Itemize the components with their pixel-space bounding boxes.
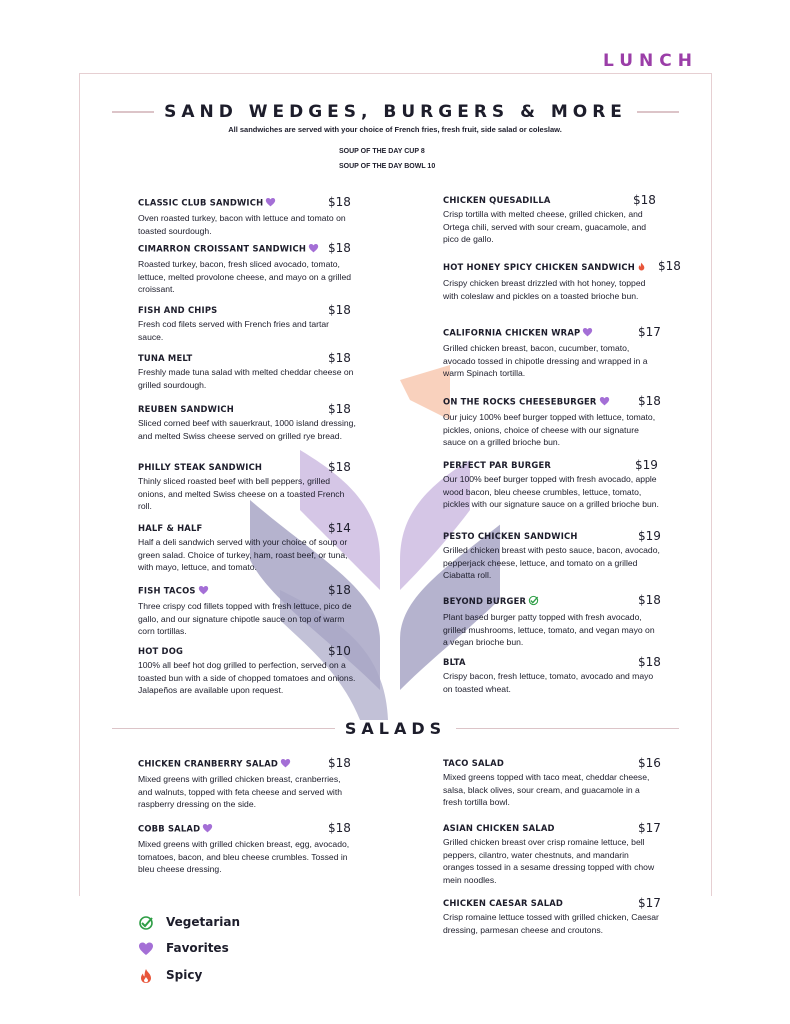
menu-item-price: $19 [635,458,658,472]
menu-item-name: HALF & HALF [138,523,203,533]
menu-item-description: Crisp tortilla with melted cheese, grilled chicken, and Ortega chili, served with sour cream, guacamole, and pico de gallo. [443,209,647,245]
menu-item-price: $14 [328,521,351,535]
menu-item-price: $18 [328,351,351,365]
flame-icon [138,968,154,984]
menu-item-price: $17 [638,896,661,910]
leaf-icon [528,595,539,608]
menu-item-price: $18 [328,756,351,770]
menu-item-price: $18 [328,241,351,255]
menu-item-name: CHICKEN CRANBERRY SALAD [138,758,356,770]
menu-item-price: $10 [328,644,351,658]
menu-item [138,353,356,391]
menu-item [138,197,356,237]
menu-item [138,646,356,697]
menu-item-description: 100% all beef hot dog grilled to perfection, served on a toasted bun with a side of chopped tomatoes and onions. Jalapeños are available upon request. [138,660,356,696]
menu-item-name: PHILLY STEAK SANDWICH [138,462,263,472]
menu-item-description: Three crispy cod fillets topped with fresh lettuce, pico de gallo, and our signature chipotle sauce on top of warm corn tortillas. [138,601,352,637]
menu-item-name: CLASSIC CLUB SANDWICH [138,197,356,209]
menu-item-name: ASIAN CHICKEN SALAD [443,823,555,833]
menu-item-description: Fresh cod filets served with French fries and tartar sauce. [138,319,330,342]
section-title-sandwiches: SAND WEDGES, BURGERS & MORE [112,102,679,122]
menu-item-description: Crispy chicken breast drizzled with hot honey, topped with coleslaw and pickles on a toasted brioche bun. [443,278,646,301]
menu-item-name: COBB SALAD [138,823,356,835]
menu-item-description: Oven roasted turkey, bacon with lettuce and tomato on toasted sourdough. [138,213,346,236]
menu-item-description: Roasted turkey, bacon, fresh sliced avocado, tomato, lettuce, melted provolone cheese, and mayo on a grilled croissant. [138,259,352,295]
menu-item-price: $18 [328,195,351,209]
heart-icon [198,585,209,597]
heart-icon [599,396,610,408]
menu-item-price: $18 [638,655,661,669]
menu-item-price: $18 [328,583,351,597]
menu-item-name: TACO SALAD [443,758,505,768]
menu-item-description: Half a deli sandwich served with your choice of soup or green salad. Choice of turkey, ham, roast beef, or tuna, with mayo, lettuce, and tomato. [138,537,348,573]
menu-item [138,305,356,343]
menu-item [443,396,661,449]
menu-item-description: Mixed greens topped with taco meat, cheddar cheese, salsa, black olives, sour cream, and guacamole in a fresh tortilla bowl. [443,772,650,808]
menu-item-price: $16 [638,756,661,770]
menu-item-price: $18 [328,460,351,474]
menu-item-price: $19 [638,529,661,543]
menu-item-description: Mixed greens with grilled chicken breast, egg, avocado, tomatoes, bacon, and bleu cheese crumbles. Tossed in bleu cheese dressing. [138,839,350,875]
menu-item [138,758,356,811]
menu-item [138,462,356,513]
heart-icon [138,941,154,957]
menu-item [443,327,661,380]
menu-item [443,195,661,246]
menu-item [138,585,356,638]
menu-item-price: $18 [658,259,681,273]
menu-item [443,823,661,886]
menu-item-name: BEYOND BURGER [443,595,661,608]
menu-item-name: PERFECT PAR BURGER [443,460,552,470]
menu-item-description: Crisp romaine lettuce tossed with grilled chicken, Caesar dressing, parmesan cheese and croutons. [443,912,659,935]
menu-item-name: PESTO CHICKEN SANDWICH [443,531,578,541]
menu-item-description: Thinly sliced roasted beef with bell peppers, grilled onions, and melted Swiss cheese on a toasted French roll. [138,476,345,512]
menu-item-price: $18 [638,394,661,408]
leaf-icon [138,915,154,931]
menu-item-price: $17 [638,821,661,835]
menu-item [138,823,356,876]
menu-item [138,523,356,574]
section-title-salads: SALADS [112,719,679,738]
menu-item-price: $17 [638,325,661,339]
heart-icon [265,197,276,209]
menu-item [443,259,681,302]
menu-item [443,460,661,511]
menu-item-description: Our 100% beef burger topped with fresh avocado, apple wood bacon, bleu cheese crumbles, lettuce, tomato, pickles with our signature sauce on a grilled brioche bun. [443,474,659,510]
menu-item-name: ON THE ROCKS CHEESEBURGER [443,396,661,408]
menu-item-name: FISH TACOS [138,585,356,597]
menu-item-price: $18 [638,593,661,607]
menu-item-name: FISH AND CHIPS [138,305,218,315]
menu-item-name: TUNA MELT [138,353,193,363]
menu-item-price: $18 [328,821,351,835]
menu-item-name: HOT HONEY SPICY CHICKEN SANDWICH [443,261,661,274]
menu-item-description: Crispy bacon, fresh lettuce, tomato, avocado and mayo on toasted wheat. [443,671,654,694]
menu-item [138,243,356,296]
menu-item-description: Grilled chicken breast with pesto sauce, bacon, avocado, pepperjack cheese, lettuce, and tomato on a grilled Ciabatta roll. [443,545,660,581]
soup-bowl: SOUP OF THE DAY BOWL 10 [339,163,436,170]
menu-item-description: Freshly made tuna salad with melted cheddar cheese on grilled sourdough. [138,367,354,390]
menu-item-name: CHICKEN QUESADILLA [443,195,551,205]
section-subtitle: All sandwiches are served with your choice of French fries, fresh fruit, side salad or coleslaw. [228,125,562,134]
soup-cup: SOUP OF THE DAY CUP 8 [339,148,425,155]
heart-icon [280,758,291,770]
menu-item [443,595,661,649]
menu-item-name: CIMARRON CROISSANT SANDWICH [138,243,356,255]
menu-item-price: $18 [328,402,351,416]
menu-item [443,531,661,582]
heart-icon [202,823,213,835]
flame-icon [637,261,646,274]
menu-item [443,657,661,695]
menu-item-description: Our juicy 100% beef burger topped with lettuce, tomato, pickles, onions, choice of cheese with our signature sauce on a grilled brioche bun. [443,412,656,448]
heart-icon [308,243,319,255]
menu-item-description: Mixed greens with grilled chicken breast, cranberries, and walnuts, topped with feta cheese and served with raspberry dressing on the side. [138,774,342,810]
menu-item [138,404,356,442]
menu-item-description: Sliced corned beef with sauerkraut, 1000 island dressing, and melted Swiss cheese served on grilled rye bread. [138,418,356,441]
heart-icon [582,327,593,339]
menu-category-label: LUNCH [603,51,698,71]
menu-item-name: CHICKEN CAESAR SALAD [443,898,564,908]
menu-item-description: Grilled chicken breast, bacon, cucumber, tomato, avocado tossed in chipotle dressing and wrapped in a warm Spinach tortilla. [443,343,648,379]
menu-item-name: HOT DOG [138,646,184,656]
menu-item-name: CALIFORNIA CHICKEN WRAP [443,327,661,339]
menu-item-price: $18 [328,303,351,317]
menu-item-description: Plant based burger patty topped with fresh avocado, grilled mushrooms, lettuce, tomato, and vegan mayo on a vegan brioche bun. [443,612,655,648]
menu-item-price: $18 [633,193,656,207]
menu-item [443,758,661,809]
menu-item [443,898,661,936]
menu-item-name: REUBEN SANDWICH [138,404,234,414]
menu-item-description: Grilled chicken breast over crisp romaine lettuce, bell peppers, cilantro, water chestnuts, and mandarin oranges tossed in a sesame dressing topped with chow mein noodles. [443,837,655,885]
menu-item-name: BLTA [443,657,466,667]
